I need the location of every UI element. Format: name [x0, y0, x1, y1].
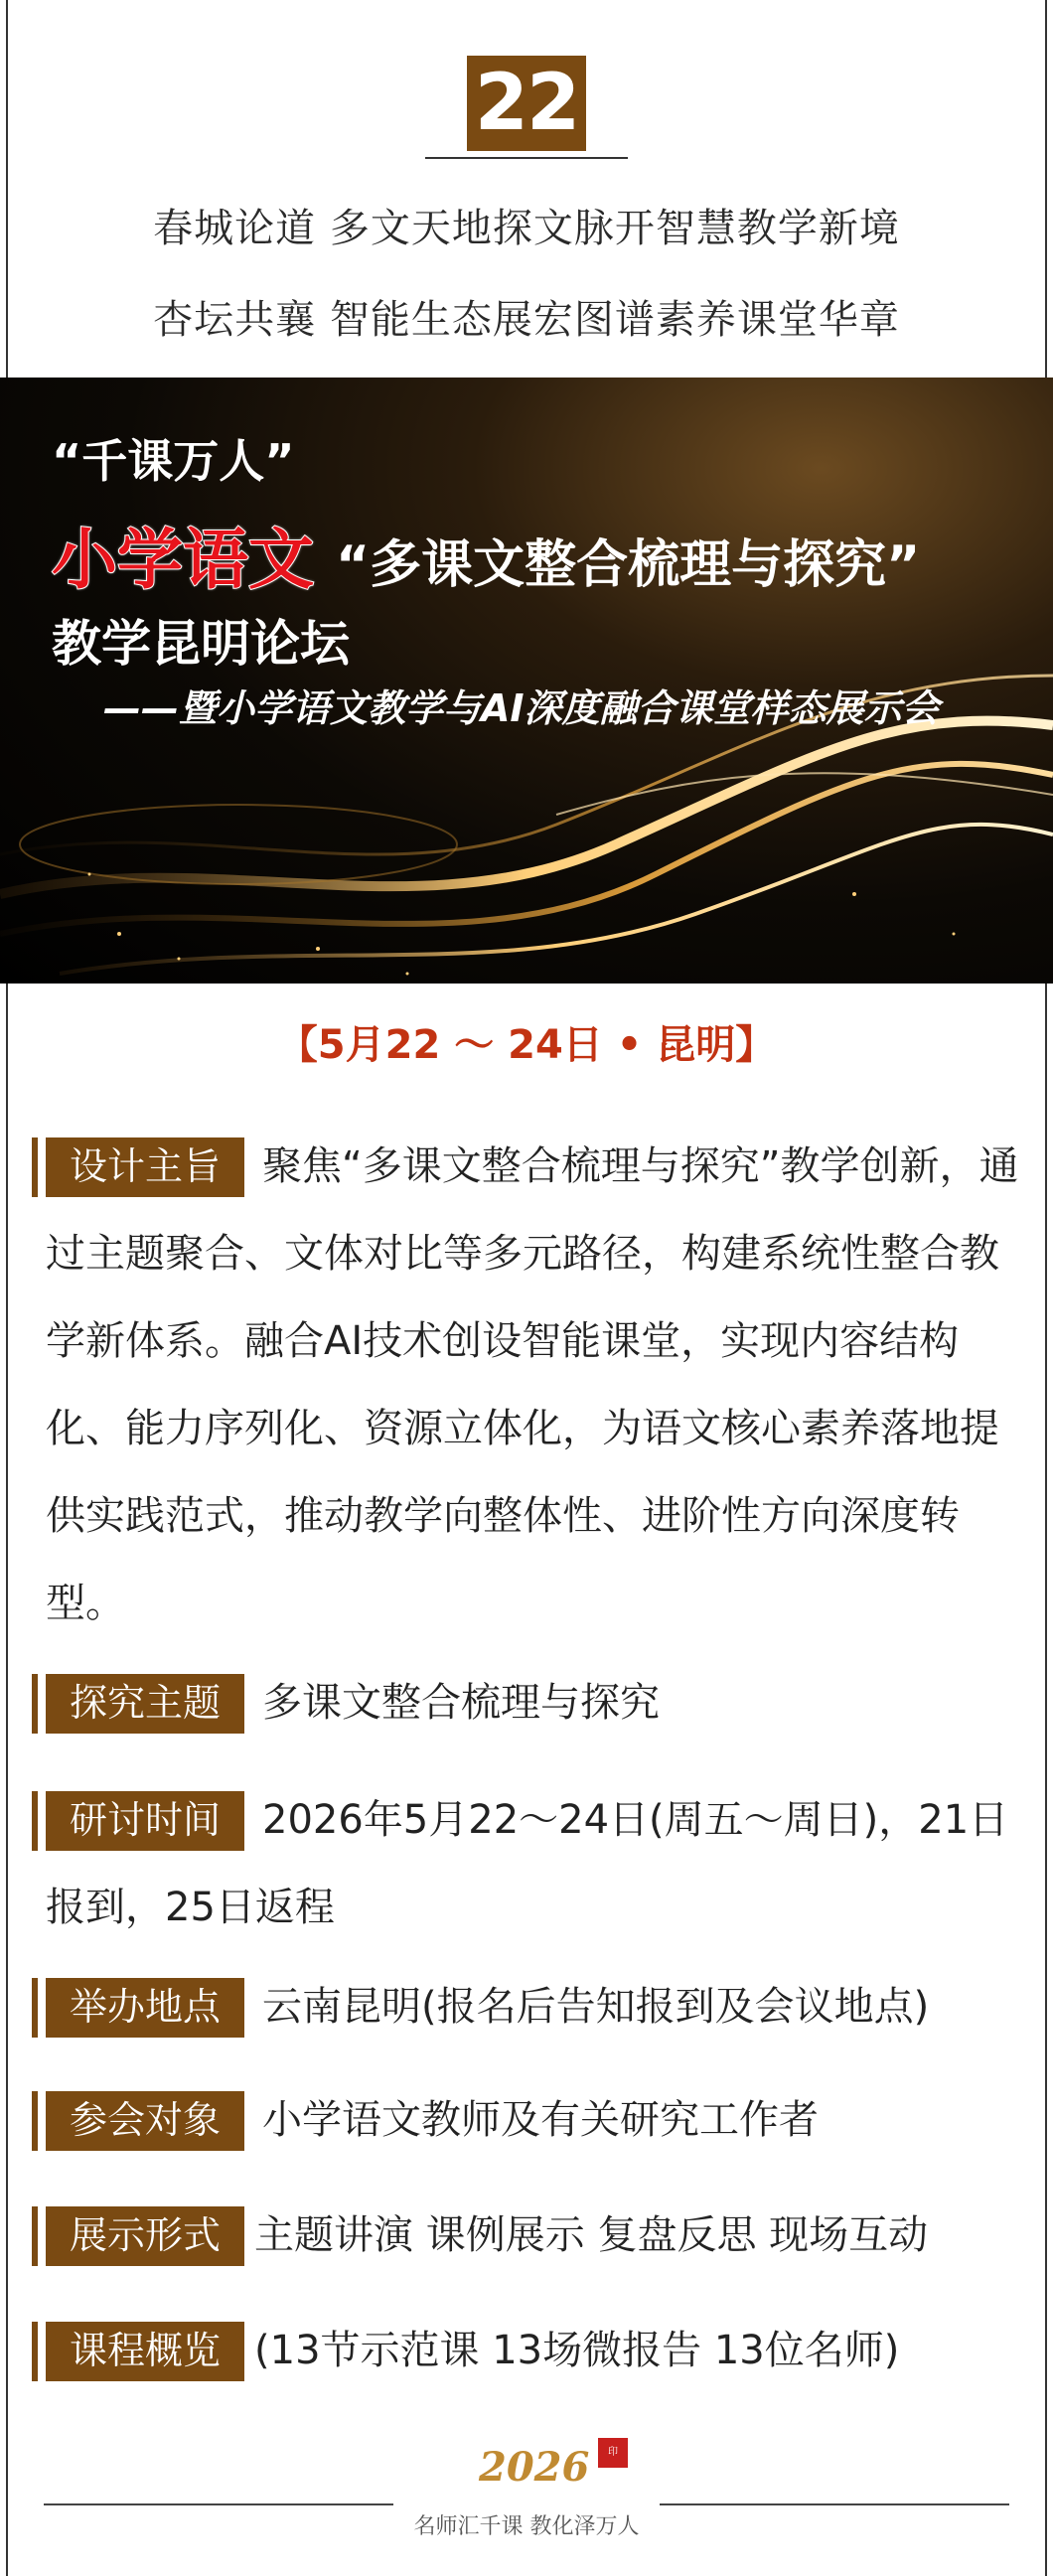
banner-subtitle: ——暨小学语文教学与AI深度融合课堂样态展示会 — [103, 686, 940, 730]
section-label: 研讨时间 — [46, 1791, 244, 1851]
section-label: 举办地点 — [46, 1978, 244, 2038]
banner-title-rest: “多课文整合梳理与探究” — [336, 535, 921, 595]
footer-seal-icon: 印 — [598, 2438, 628, 2468]
section-text: 小学语文教师及有关研究工作者 — [262, 2097, 820, 2143]
chapter-number-badge — [467, 56, 586, 151]
section-text: (13节示范课 13场微报告 13位名师) — [254, 2328, 900, 2373]
section-label: 课程概览 — [46, 2322, 244, 2381]
section-text: 云南昆明(报名后告知报到及会议地点) — [262, 1984, 930, 2030]
section-overview — [46, 2307, 1029, 2394]
section-label: 设计主旨 — [46, 1137, 244, 1197]
banner-forum-line: 教学昆明论坛 — [52, 615, 350, 673]
section-label: 探究主题 — [46, 1674, 244, 1734]
section-text: 2026年5月22～24日(周五～周日)，21日报到，25日返程 — [46, 1797, 1009, 1930]
section-text: 聚焦“多课文整合梳理与探究”教学创新，通过主题聚合、文体对比等多元路径，构建系统性整合教学新体系。融合AI技术创设智能课堂，实现内容结构化、能力序列化、资源立体化，为语文核心素养落地提供实践范式，推动教学向整体性、进阶性方向深度转型。 — [46, 1143, 1019, 1626]
section-topic — [46, 1659, 1029, 1746]
section-text: 多课文整合梳理与探究 — [262, 1680, 661, 1726]
section-venue — [46, 1963, 1029, 2050]
section-audience — [46, 2076, 1029, 2164]
section-text: 主题讲演 课例展示 复盘反思 现场互动 — [254, 2212, 929, 2258]
section-format — [46, 2192, 1029, 2279]
banner-quote-title: “千课万人” — [52, 434, 295, 488]
event-date-location: 【5月22 ～ 24日 • 昆明】 — [277, 1022, 776, 1068]
section-design-purpose — [46, 1123, 1029, 1647]
headline-line-1: 春城论道 多文天地探文脉开智慧教学新境 — [153, 206, 900, 251]
footer-year-logo: 2026 — [479, 2444, 590, 2491]
event-banner — [0, 378, 1053, 984]
section-label: 参会对象 — [46, 2091, 244, 2151]
footer-slogan: 名师汇千课 教化泽万人 — [413, 2514, 640, 2539]
headline-line-2: 杏坛共襄 智能生态展宏图谱素养课堂华章 — [153, 297, 900, 343]
banner-red-title: 小学语文 — [52, 522, 314, 598]
footer-rule-left — [44, 2503, 393, 2505]
section-label: 展示形式 — [46, 2206, 244, 2266]
number-underline — [425, 157, 628, 159]
footer-rule-right — [660, 2503, 1009, 2505]
banner-main-title — [52, 507, 920, 601]
section-time — [46, 1776, 1029, 1951]
chapter-number: 22 — [474, 59, 579, 148]
